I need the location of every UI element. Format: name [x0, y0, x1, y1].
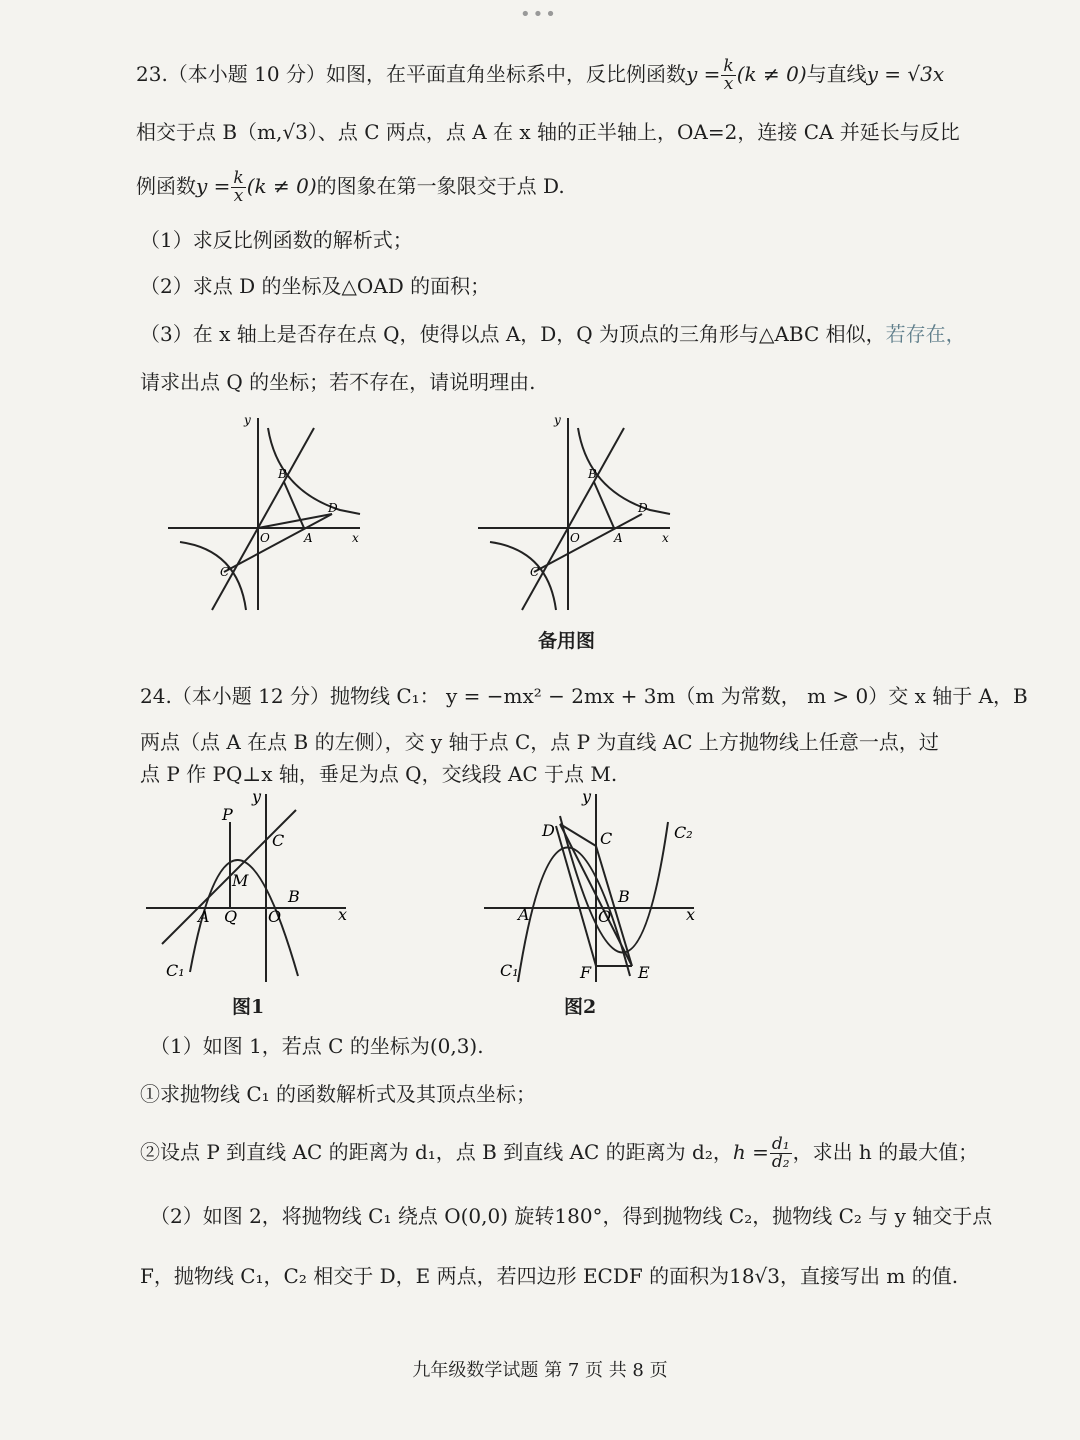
- label-M: M: [232, 871, 249, 890]
- label-A: A: [304, 531, 313, 545]
- q24-line1: 24.（本小题 12 分）抛物线 C₁： y = −mx² − 2mx + 3m（m 为常数， m > 0）交 x 轴于 A，B: [140, 684, 1028, 708]
- label-B: B: [618, 887, 630, 906]
- q23-line2: 相交于点 B（m,√3）、点 C 两点，点 A 在 x 轴的正半轴上，OA=2，连接 CA 并延长与反比: [136, 120, 960, 144]
- more-options-icon[interactable]: •••: [520, 4, 558, 25]
- fraction-d1-over-d2: [770, 1136, 792, 1171]
- label-x: x: [686, 905, 696, 924]
- hyperbola-branch-q3: [490, 542, 556, 610]
- label-C1: C₁: [166, 961, 185, 980]
- figure-2-caption: 图2: [564, 996, 597, 1018]
- label-O: O: [598, 907, 612, 926]
- q24-part1-sub2-text: ②设点 P 到直线 AC 的距离为 d₁，点 B 到直线 AC 的距离为 d₂，: [140, 1140, 733, 1164]
- page-footer: 九年级数学试题 第 7 页 共 8 页: [412, 1360, 668, 1381]
- q23-line1: [136, 58, 944, 93]
- line-y-sqrt3x: [522, 428, 624, 610]
- q24-line3: 点 P 作 PQ⊥x 轴，垂足为点 Q，交线段 AC 于点 M.: [140, 762, 618, 786]
- label-Q: Q: [224, 907, 238, 926]
- label-P: P: [222, 805, 233, 824]
- q23-part3-text: （3）在 x 轴上是否存在点 Q，使得以点 A，D，Q 为顶点的三角形与△ABC 相似，: [140, 322, 886, 346]
- h-numerator: d₁: [771, 1134, 790, 1154]
- label-x: x: [338, 905, 348, 924]
- func-condition-2: (k ≠ 0): [246, 174, 317, 198]
- frac-denominator-2: x: [233, 186, 244, 206]
- q23-part3-faint: 若存在，: [885, 322, 966, 346]
- label-x: x: [352, 531, 359, 545]
- line-equation: y = √3x: [866, 62, 945, 86]
- q23-part1: （1）求反比例函数的解析式；: [140, 228, 413, 252]
- q23-part3: [140, 320, 966, 348]
- func-lhs-2: y =: [196, 174, 231, 198]
- label-C: C: [600, 829, 613, 848]
- q24-part1-sub2: [140, 1136, 978, 1171]
- q24-part2-cont: F，抛物线 C₁，C₂ 相交于 D，E 两点，若四边形 ECDF 的面积为18√3，直接写出 m 的值.: [140, 1264, 959, 1288]
- label-D: D: [638, 501, 648, 515]
- label-A: A: [518, 905, 530, 924]
- q24-part1-sub2-end: ，求出 h 的最大值；: [792, 1140, 979, 1164]
- q23-part2: （2）求点 D 的坐标及△OAD 的面积；: [140, 274, 491, 298]
- line-y-sqrt3x: [212, 428, 314, 610]
- label-E: E: [638, 963, 650, 982]
- q24-part1-sub1: ①求抛物线 C₁ 的函数解析式及其顶点坐标；: [140, 1082, 537, 1106]
- q23-figure-spare: [470, 410, 680, 620]
- label-D: D: [542, 821, 555, 840]
- q24-figure-2: [480, 786, 710, 986]
- label-B: B: [278, 467, 287, 481]
- label-y: y: [252, 787, 262, 806]
- label-D: D: [328, 501, 338, 515]
- label-C: C: [530, 565, 540, 579]
- label-y: y: [244, 413, 251, 427]
- segment-DF: [556, 826, 596, 966]
- h-denominator: d₂: [771, 1152, 790, 1172]
- q23-line3: [136, 170, 565, 205]
- label-B: B: [288, 887, 300, 906]
- q23-line3-end: 的图象在第一象限交于点 D.: [316, 174, 565, 198]
- q23-part3-cont: 请求出点 Q 的坐标；若不存在，请说明理由.: [140, 370, 536, 394]
- q24-line2: 两点（点 A 在点 B 的左侧），交 y 轴于点 C，点 P 为直线 AC 上方抛物线上任意一点，过: [140, 730, 939, 754]
- fraction-k-over-x-2: [231, 170, 245, 205]
- fraction-k-over-x: [721, 58, 735, 93]
- line-CA-extended: [224, 514, 332, 572]
- label-F: F: [580, 963, 592, 982]
- h-lhs: h =: [732, 1140, 769, 1164]
- frac-numerator-2: k: [233, 168, 244, 188]
- label-A: A: [614, 531, 623, 545]
- label-A: A: [198, 907, 210, 926]
- q24-figure-1: [140, 786, 360, 986]
- label-x: x: [662, 531, 669, 545]
- q23-line3-start: 例函数: [136, 174, 196, 198]
- label-O: O: [260, 531, 270, 545]
- label-C1: C₁: [500, 961, 519, 980]
- hyperbola-branch-q3: [180, 542, 246, 610]
- q23-and-line: 与直线: [806, 62, 867, 86]
- func-lhs: y =: [685, 62, 721, 86]
- figure-1-caption: 图1: [232, 996, 265, 1018]
- q23-intro: 23.（本小题 10 分）如图，在平面直角坐标系中，反比例函数: [136, 62, 686, 86]
- q24-part2: （2）如图 2，将抛物线 C₁ 绕点 O(0,0) 旋转180°，得到抛物线 C₂，抛物线 C₂ 与 y 轴交于点: [150, 1204, 993, 1228]
- q23-figure-main: [160, 410, 370, 620]
- label-O: O: [570, 531, 580, 545]
- label-C2: C₂: [674, 823, 693, 842]
- label-B: B: [588, 467, 597, 481]
- label-y: y: [554, 413, 561, 427]
- label-C: C: [220, 565, 230, 579]
- spare-figure-caption: 备用图: [538, 630, 596, 652]
- line-CA-extended: [534, 514, 642, 572]
- frac-denominator: x: [723, 74, 734, 94]
- q24-part1: （1）如图 1，若点 C 的坐标为(0,3).: [150, 1034, 484, 1058]
- label-y: y: [582, 787, 592, 806]
- func-condition: (k ≠ 0): [736, 62, 807, 86]
- frac-numerator: k: [723, 56, 734, 76]
- label-C: C: [272, 831, 285, 850]
- label-O: O: [268, 907, 282, 926]
